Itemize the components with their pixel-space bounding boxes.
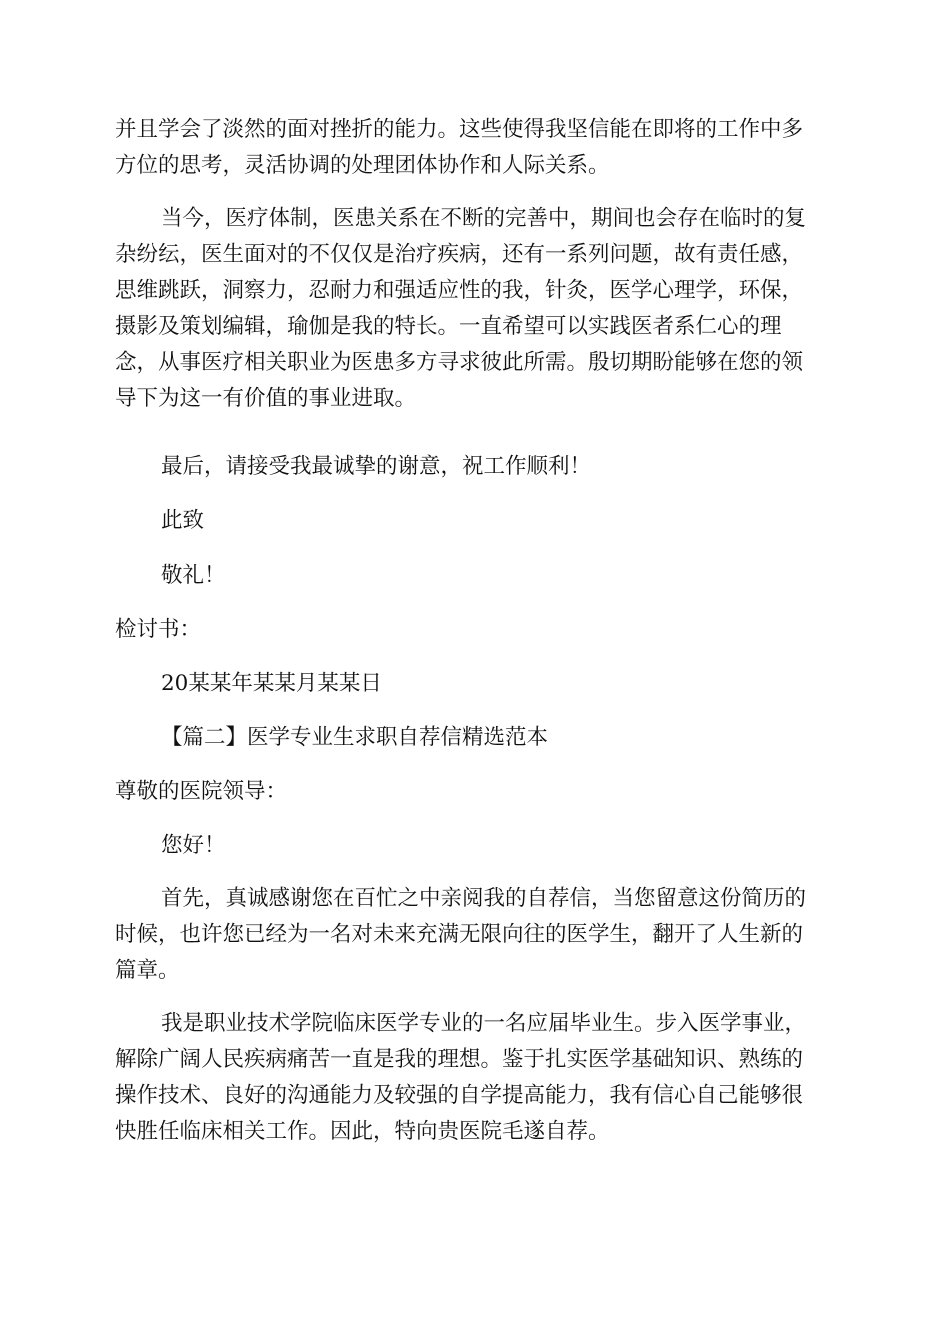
- section-heading: [115, 720, 835, 756]
- text-line: 并且学会了淡然的面对挫折的能力。这些使得我坚信能在即将的工作中多: [115, 117, 804, 142]
- text-line: 此致: [161, 508, 205, 533]
- paragraph-medical-system: [115, 201, 835, 417]
- paragraph-self-introduction: [115, 1006, 835, 1150]
- text-line: 首先，真诚感谢您在百忙之中亲阅我的自荐信，当您留意这份简历的: [161, 886, 807, 911]
- text-line: 念，从事医疗相关职业为医患多方寻求彼此所需。殷切期盼能够在您的领: [115, 350, 804, 375]
- paragraph-thanks-reading: [115, 881, 835, 989]
- text-line: 时候，也许您已经为一名对未来充满无限向往的医学生，翻开了人生新的: [115, 922, 804, 947]
- text-line: 方位的思考，灵活协调的处理团体协作和人际关系。: [115, 153, 610, 178]
- text-line: 尊敬的医院领导：: [115, 779, 288, 804]
- text-line: 导下为这一有价值的事业进取。: [115, 386, 417, 411]
- text-line: 思维跳跃，洞察力，忍耐力和强适应性的我，针灸，医学心理学，环保，: [115, 278, 804, 303]
- paragraph-continuation: [115, 112, 835, 184]
- text-line: 摄影及策划编辑，瑜伽是我的特长。一直希望可以实践医者系仁心的理: [115, 314, 782, 339]
- signature-label: [115, 612, 835, 648]
- text-line: 当今，医疗体制，医患关系在不断的完善中，期间也会存在临时的复: [161, 206, 807, 231]
- text-line: 您好！: [161, 833, 226, 858]
- letter-greeting-recipient: [115, 774, 835, 810]
- text-line: 最后，请接受我最诚挚的谢意，祝工作顺利！: [161, 454, 592, 479]
- text-line: 20某某年某某月某某日: [161, 671, 382, 696]
- paragraph-closing-thanks: [115, 449, 835, 485]
- text-line: 杂纷纭，医生面对的不仅仅是治疗疾病，还有一系列问题，故有责任感，: [115, 242, 804, 267]
- text-line: 解除广阔人民疾病痛苦一直是我的理想。鉴于扎实医学基础知识、熟练的: [115, 1047, 804, 1072]
- date-line: [115, 666, 835, 702]
- text-line: 快胜任临床相关工作。因此，特向贵医院毛遂自荐。: [115, 1119, 610, 1144]
- text-line: 【篇二】医学专业生求职自荐信精选范本: [161, 725, 549, 750]
- text-line: 篇章。: [115, 958, 180, 983]
- salutation-cizhi: [115, 503, 835, 539]
- letter-greeting-hello: [115, 828, 835, 864]
- salutation-jingli: [115, 558, 835, 594]
- text-line: 我是职业技术学院临床医学专业的一名应届毕业生。步入医学事业，: [161, 1011, 807, 1036]
- text-line: 检讨书：: [115, 617, 202, 642]
- text-line: 操作技术、良好的沟通能力及较强的自学提高能力，我有信心自己能够很: [115, 1083, 804, 1108]
- text-line: 敬礼！: [161, 563, 226, 588]
